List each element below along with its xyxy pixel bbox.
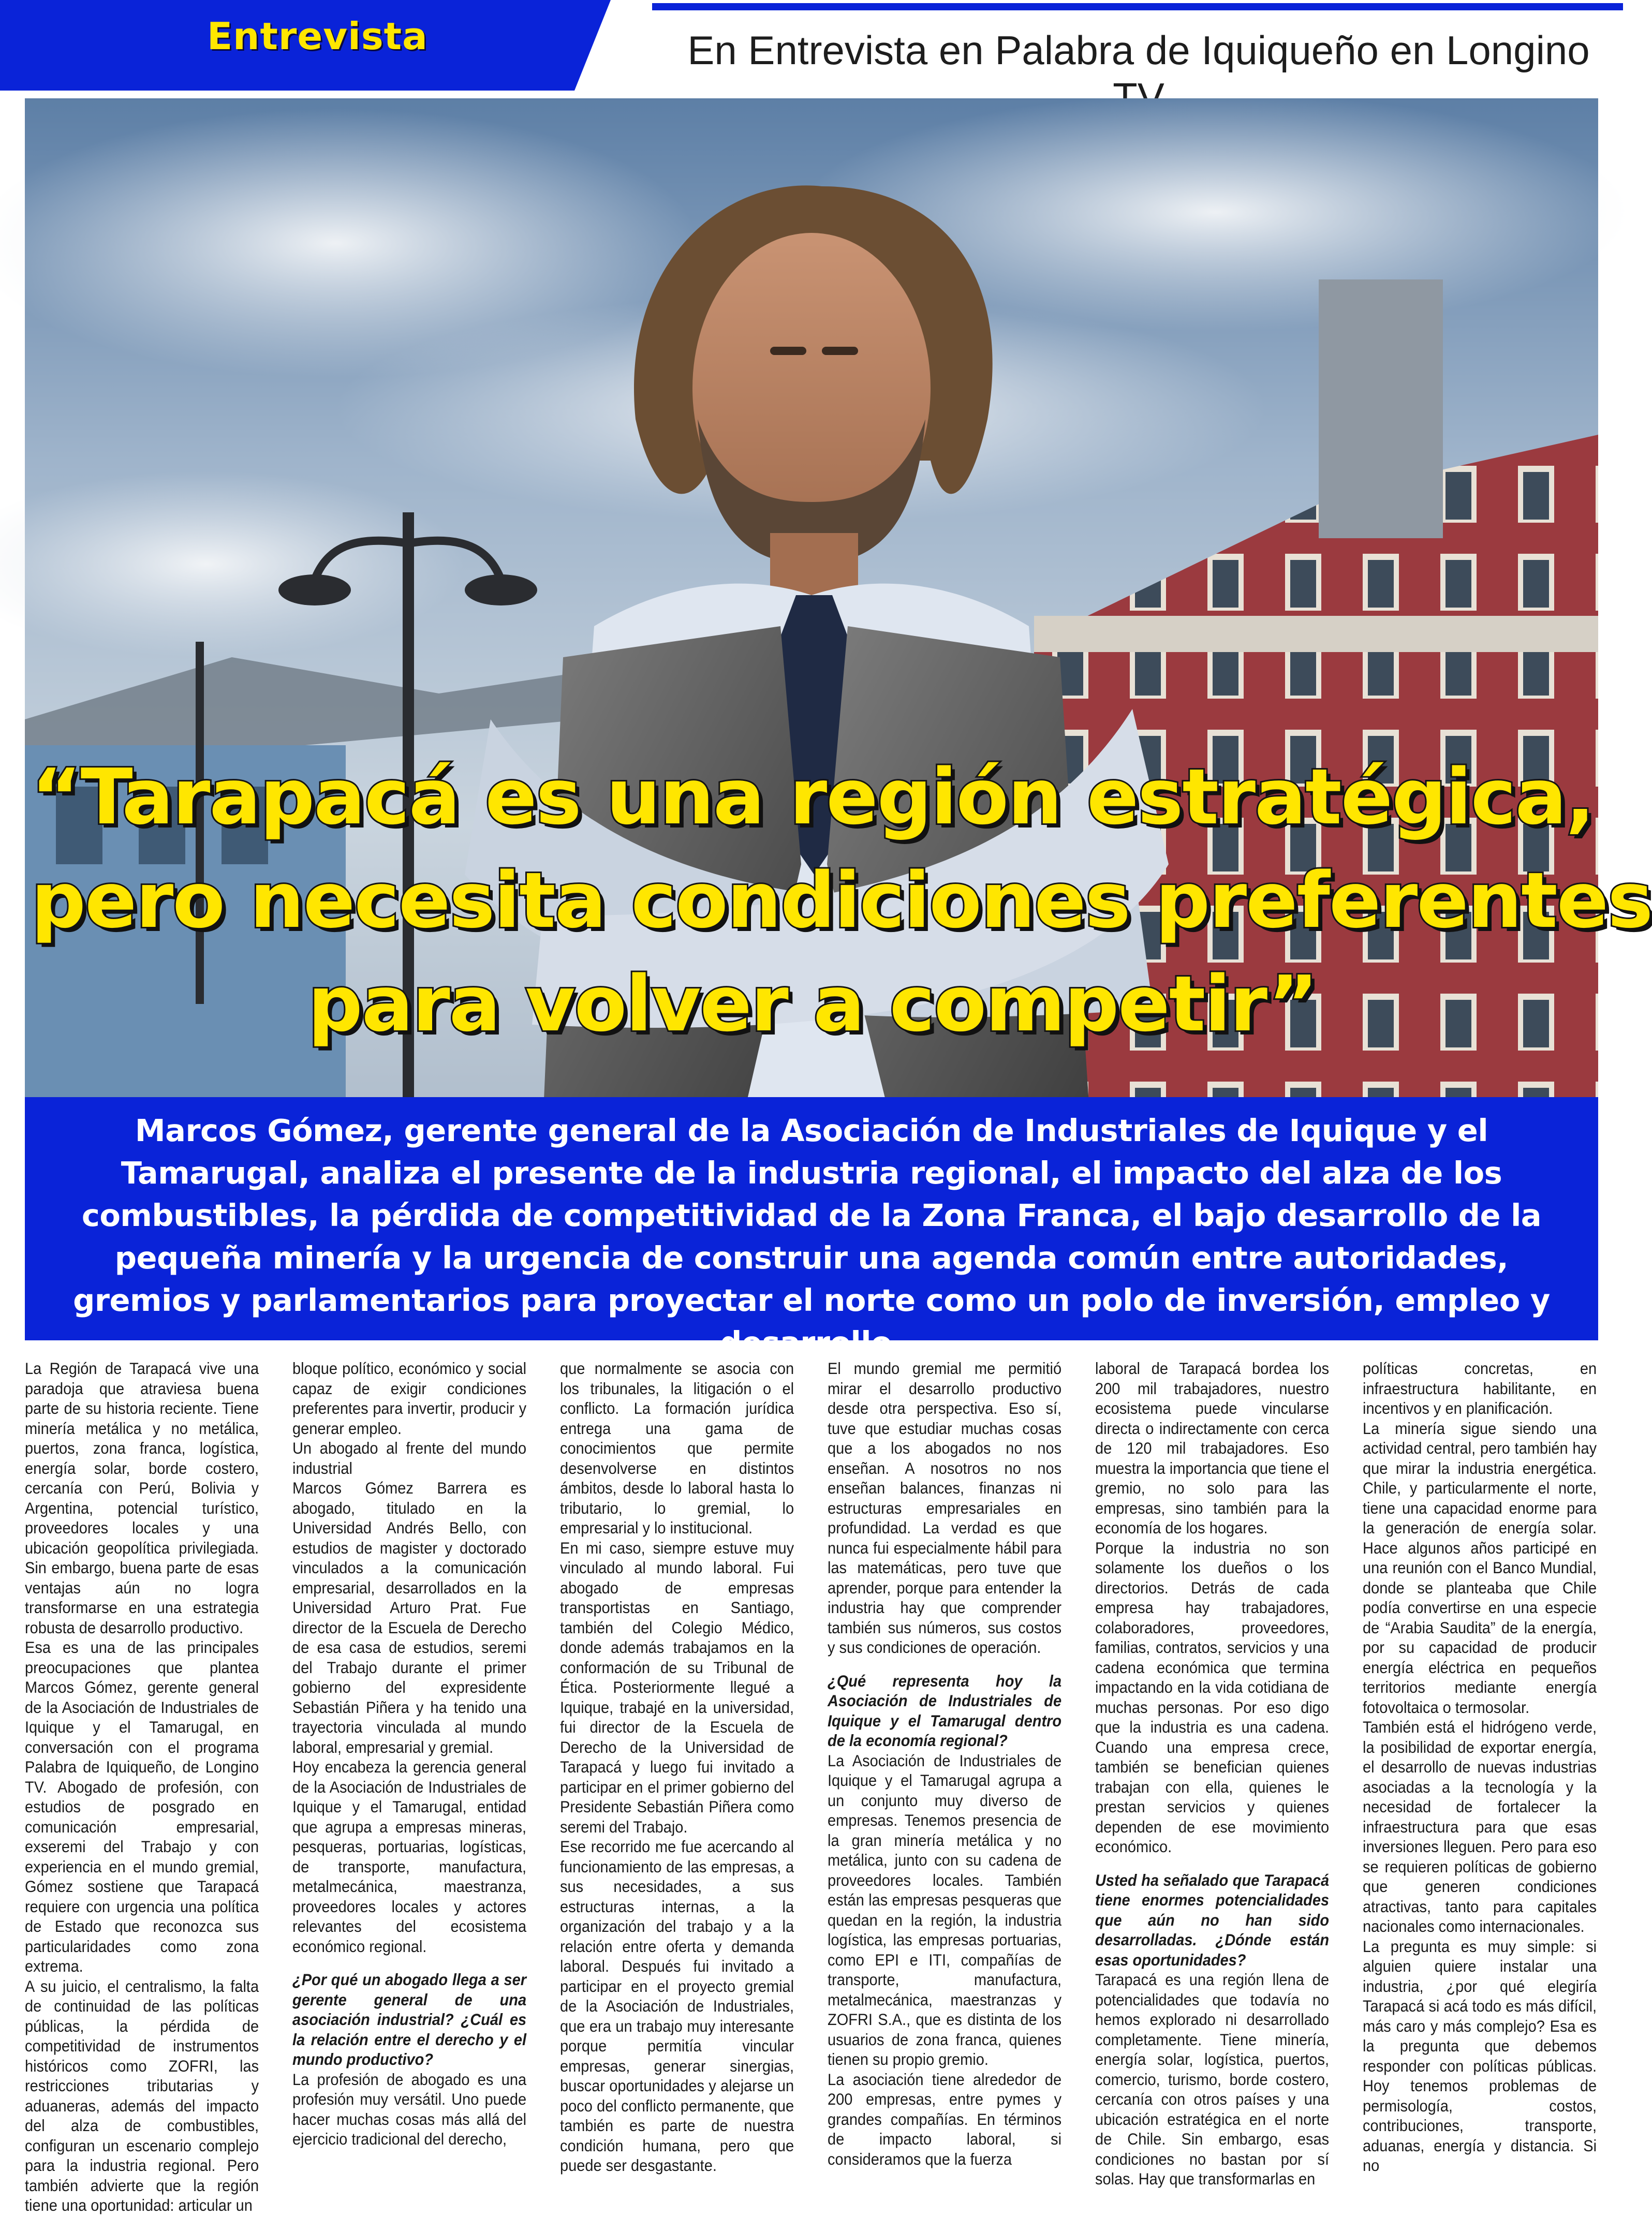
body-paragraph: Esa es una de las principales preocupaciones que plantea Marcos Gómez, gerente general de la Asociación de Industriales de Iquique y el Tamarugal, en conversación con el programa Palabra de Iquiqueño, de Longino TV. Abogado de profesión, con estudios de posgrado en comunicación empresarial, exseremi del Trabajo y con experiencia en el mundo gremial, Gómez sostiene que Tarapacá requiere con urgencia una política de Estado que reconozca sus particularidades como zona extrema. xyxy=(25,1638,259,1975)
body-paragraph: Porque la industria no son solamente los dueños o los directorios. Detrás de cada empresa hay trabajadores, colaboradores, proveedores, familias, contratos, servicios y una cadena económica que termina impactando en la vida cotidiana de muchas personas. Por eso digo que la industria es una cadena. Cuando una empresa crece, también se benefician quienes trabajan con ella, quienes le prestan servicios y quienes dependen de ese movimiento económico. xyxy=(1095,1538,1330,1856)
column-1 xyxy=(25,1358,259,2215)
body-paragraph: La Asociación de Industriales de Iquique y el Tamarugal agrupa a un conjunto muy diverso de empresas. Tenemos presencia de la gran minería metálica y no metálica, junto con su cadena de proveedores locales. También están las empresas pesqueras que quedan en la región, la industria logística, las empresas portuarias, como EPI e ITI, compañías de transporte, manufactura, metalmecánica, maestranzas y ZOFRI S.A., que es distinta de los usuarios de zona franca, quienes tienen su propio gremio. xyxy=(828,1751,1062,2068)
headline xyxy=(31,745,1652,1056)
column-5 xyxy=(1095,1358,1329,2215)
question-paragraph: ¿Por qué un abogado llega a ser gerente general de una asociación industrial? ¿Cuál es la relación entre el derecho y el mundo productivo? xyxy=(292,1970,527,2068)
article-body xyxy=(25,1358,1598,2214)
subheading: Un abogado al frente del mundo industrial xyxy=(292,1439,527,1477)
headline-line-2: pero necesita condiciones preferentes xyxy=(31,856,1652,945)
summary-text: Marcos Gómez, gerente general de la Asociación de Industriales de Iquique y el Tamarugal, analiza el presente de la industria regional, el impacto del alza de los combustibles, la pérdida de competitividad de la Zona Franca, el bajo desarrollo de la pequeña minería y la urgencia de construir una agenda común entre autoridades, gremios y parlamentarios para proyectar el norte como un polo de inversión, empleo y desarrollo. xyxy=(73,1113,1550,1361)
body-paragraph: laboral de Tarapacá bordea los 200 mil trabajadores, nuestro ecosistema puede vincularse directa o indirectamente con cerca de 120 mil trabajadores. Eso muestra la importancia que tiene el gremio, no solo para las empresas, sino también para la economía de los hogares. xyxy=(1095,1359,1330,1537)
summary-deck xyxy=(25,1097,1598,1361)
body-paragraph: La asociación tiene alrededor de 200 empresas, entre pymes y grandes compañías. En términos de impacto laboral, si consideramos que la fuerza xyxy=(828,2070,1062,2168)
body-paragraph: En mi caso, siempre estuve muy vinculado al mundo laboral. Fui abogado de empresas transportistas en Santiago, también del Colegio Médico, donde además trabajamos en la conformación de su Tribunal de Ética. Posteriormente llegué a Iquique, trabajé en la universidad, fui director de la Escuela de Derecho de la Universidad de Tarapacá y luego fui invitado a participar en el primer gobierno del Presidente Sebastián Piñera como seremi del Trabajo. xyxy=(560,1538,794,1836)
body-paragraph: Marcos Gómez Barrera es abogado, titulado en la Universidad Andrés Bello, con estudios de magister y doctorado vinculados a la comunicación empresarial, desarrollados en la Universidad Arturo Prat. Fue director de la Escuela de Derecho de esa casa de estudios, seremi del Trabajo durante el primer gobierno del expresidente Sebastián Piñera y ha tenido una trayectoria vinculada al mundo laboral, empresarial y gremial. xyxy=(292,1479,527,1756)
distant-tower xyxy=(1319,279,1443,538)
body-paragraph: La Región de Tarapacá vive una paradoja que atraviesa buena parte de su historia reciente. Tiene minería metálica y no metálica, puertos, zona franca, logística, energía solar, borde costero, cercanía con Perú, Bolivia y Argentina, potencial turístico, proveedores locales y una ubicación geopolítica privilegiada. Sin embargo, buena parte de esas ventajas aún no logra transformarse en una estrategia robusta de desarrollo productivo. xyxy=(25,1359,259,1637)
question-paragraph: ¿Qué representa hoy la Asociación de Industriales de Iquique y el Tamarugal dentro de la economía regional? xyxy=(828,1671,1062,1750)
body-paragraph: que normalmente se asocia con los tribunales, la litigación o el conflicto. La formación jurídica entrega una gama de conocimientos que permite desenvolverse en distintos ámbitos, desde lo laboral hasta lo tributario, lo gremial, lo empresarial y lo institucional. xyxy=(560,1359,794,1537)
page-header xyxy=(0,0,1623,98)
body-paragraph: La profesión de abogado es una profesión muy versátil. Uno puede hacer muchas cosas más allá del ejercicio tradicional del derecho, xyxy=(292,2070,527,2148)
body-paragraph: Ese recorrido me fue acercando al funcionamiento de las empresas, a sus necesidades, a sus estructuras internas, a la organización del trabajo y a la relación entre oferta y demanda laboral. Después fui invitado a participar en el proyecto gremial de la Asociación de Industriales, que era un trabajo muy interesante porque permitía vincular empresas, generar sinergias, buscar oportunidades y alejarse un poco del conflicto permanente, que también es parte de nuestra condición humana, pero que puede ser desgastante. xyxy=(560,1837,794,2175)
column-3 xyxy=(560,1358,794,2215)
section-label: Entrevista xyxy=(207,14,428,58)
column-2 xyxy=(292,1358,526,2215)
body-paragraph: La minería sigue siendo una actividad central, pero también hay que mirar la industria energética. Chile, y particularmente el norte, tiene una capacidad enorme para la generación de energía solar. Hace algunos años participé en una reunión con el Banco Mundial, donde se planteaba que Chile podía convertirse en una especie de “Arabia Saudita” de la energía, por su capacidad de producir energía eléctrica en pequeños territorios mediante energía fotovoltaica o termosolar. xyxy=(1363,1418,1597,1717)
body-paragraph: A su juicio, el centralismo, la falta de continuidad de las políticas públicas, la pérdida de competitividad de instrumentos históricos como ZOFRI, las restricciones tributarias y aduaneras, además del impacto del alza de combustibles, configuran un escenario complejo para la industria regional. Pero también advierte que la región tiene una oportunidad: articular un xyxy=(25,1976,259,2214)
page-title: En Entrevista en Palabra de Iquiqueño en Longino xyxy=(687,27,1590,73)
headline-line-1: “Tarapacá es una región estratégica, xyxy=(31,752,1594,841)
column-4 xyxy=(828,1358,1061,2215)
body-paragraph: Tarapacá es una región llena de potencialidades que todavía no hemos explorado ni desarrollado completamente. Tiene minería, energía solar, logística, puertos, comercio, turismo, borde costero, cercanía con otros países y una ubicación estratégica en el norte de Chile. Sin embargo, esas condiciones no bastan por sí solas. Hay que transformarlas en xyxy=(1095,1970,1330,2188)
body-paragraph: políticas concretas, en infraestructura habilitante, en incentivos y en planificación. xyxy=(1363,1359,1597,1417)
headline-line-3: para volver a competir” xyxy=(307,959,1318,1048)
body-paragraph: bloque político, económico y social capaz de exigir condiciones preferentes para invertir, producir y generar empleo. xyxy=(292,1359,527,1438)
column-6 xyxy=(1363,1358,1597,2215)
header-rule xyxy=(652,3,1623,10)
body-paragraph: Hoy encabeza la gerencia general de la Asociación de Industriales de Iquique y el Tamarugal, entidad que agrupa a empresas mineras, pesqueras, portuarias, logísticas, de transporte, manufactura, metalmecánica, maestranza, proveedores locales y actores relevantes del ecosistema económico regional. xyxy=(292,1757,527,1956)
body-paragraph: El mundo gremial me permitió mirar el desarrollo productivo desde otra perspectiva. Eso sí, tuve que estudiar muchas cosas que a los abogados no nos enseñan. A nosotros no nos enseñan balances, finanzas ni estructuras empresariales en profundidad. La verdad es que nunca fui especialmente hábil para las matemáticas, pero tuve que aprender, porque para entender la industria hay que comprender también sus números, sus costos y sus condiciones de operación. xyxy=(828,1359,1062,1657)
question-paragraph: Usted ha señalado que Tarapacá tiene enormes potencialidades que aún no han sido desarrolladas. ¿Dónde están esas oportunidades? xyxy=(1095,1870,1330,1969)
body-paragraph: La pregunta es muy simple: si alguien quiere instalar una industria, ¿por qué elegiría Tarapacá si acá todo es más difícil, más caro y más complejo? Esa es la pregunta que debemos responder con políticas públicas. Hoy tenemos problemas de permisología, costos, contribuciones, transporte, aduanas, energía y distancia. Si no xyxy=(1363,1937,1597,2175)
body-paragraph: También está el hidrógeno verde, la posibilidad de exportar energía, el desarrollo de nuevas industrias asociadas a la tecnología y la necesidad de fortalecer la infraestructura para que esas inversiones lleguen. Pero para eso se requieren políticas de gobierno que generen condiciones atractivas, tanto para capitales nacionales como internacionales. xyxy=(1363,1718,1597,1935)
